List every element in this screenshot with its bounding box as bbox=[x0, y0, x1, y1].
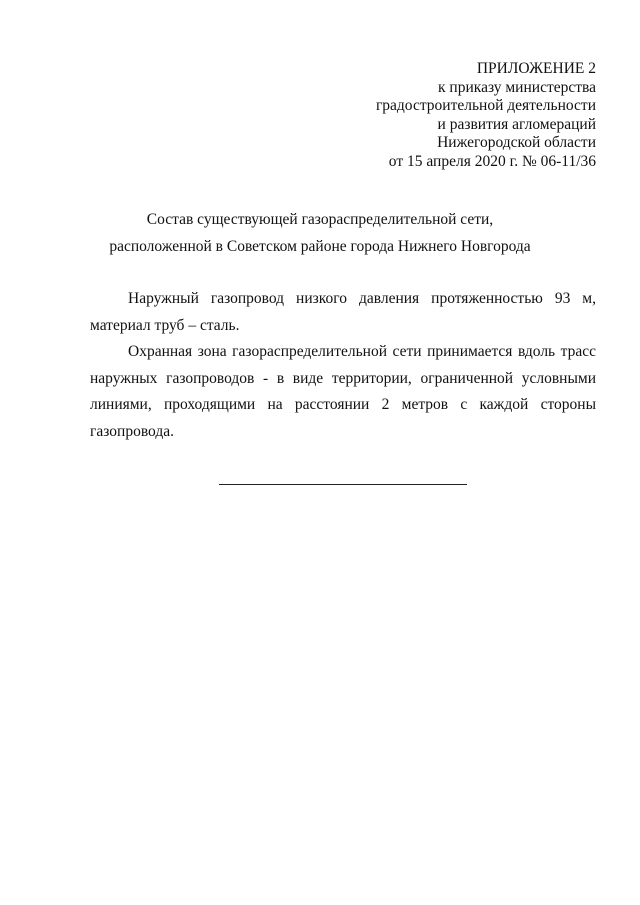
paragraph-protection-zone: Охранная зона газораспределительной сети принимается вдоль трасс наружных газопроводов - в виде территории, ограниченной условными линиями, проходящими на расстоянии 2 метров с каждой стороны газопровода. bbox=[90, 343, 596, 440]
paragraph-pipeline-description: Наружный газопровод низкого давления протяженностью 93 м, материал труб – сталь. bbox=[90, 290, 596, 334]
appendix-date-line: от 15 апреля 2020 г. № 06-11/36 bbox=[388, 152, 596, 170]
appendix-number: ПРИЛОЖЕНИЕ 2 bbox=[476, 60, 596, 77]
title-line-2: расположенной в Советском районе города Нижнего Новгорода bbox=[109, 238, 531, 255]
title-line-1: Состав существующей газораспределительной сети, bbox=[146, 211, 494, 228]
document-title bbox=[0, 206, 640, 260]
appendix-region-line: Нижегородской области bbox=[437, 134, 596, 151]
appendix-ministry-line: градостроительной деятельности bbox=[375, 97, 596, 114]
end-separator-line bbox=[219, 484, 467, 485]
document-body bbox=[90, 286, 596, 445]
appendix-header bbox=[276, 60, 596, 171]
appendix-order-line: к приказу министерства bbox=[438, 78, 596, 96]
appendix-ministry-line-2: и развития агломераций bbox=[437, 115, 596, 133]
